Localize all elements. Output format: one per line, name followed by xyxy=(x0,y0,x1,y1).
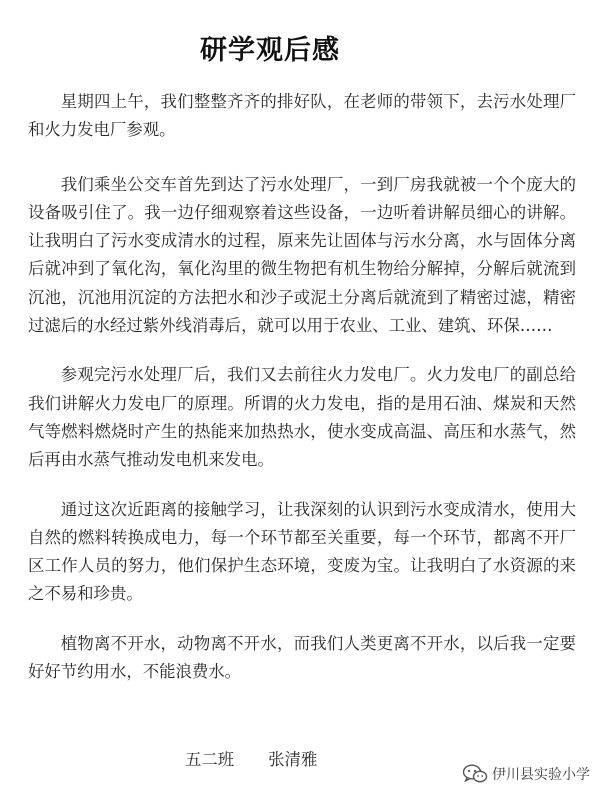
watermark-text: 伊川县实验小学 xyxy=(492,767,590,783)
signature-class: 五二班 xyxy=(185,750,235,769)
paragraph-5: 植物离不开水，动物离不开水，而我们人类更离不开水，以后我一定要好好节约用水，不能浪费水。 xyxy=(28,633,576,682)
document-title: 研学观后感 xyxy=(200,35,340,66)
signature xyxy=(185,746,317,770)
paragraph-1: 星期四上午，我们整整齐齐的排好队，在老师的带领下，去污水处理厂和火力发电厂参观。 xyxy=(28,92,576,140)
paragraph-2: 我们乘坐公交车首先到达了污水处理厂，一到厂房我就被一个个庞大的设备吸引住了。我一边仔细观察着这些设备，一边听着讲解员细心的讲解。让我明白了污水变成清水的过程，原来先让固体与污水分离，水与固体分离后就冲到了氧化沟，氧化沟里的微生物把有机生物给分解掉，分解后就流到沉池，沉池用沉淀的方法把水和沙子或泥土分离后就流到了精密过滤，精密过滤后的水经过紫外线消毒后，就可以用于农业、工业、建筑、环保…… xyxy=(28,174,576,336)
wechat-watermark xyxy=(462,764,590,784)
paragraph-4: 通过这次近距离的接触学习，让我深刻的认识到污水变成清水，使用大自然的燃料转换成电力，每一个环节都至关重要，每一个环节，都离不开厂区工作人员的努力，他们保护生态环境，变废为宝。让我明白了水资源的来之不易和珍贵。 xyxy=(28,499,576,604)
paragraph-3: 参观完污水处理厂后，我们又去前往火力发电厂。火力发电厂的副总给我们讲解火力发电厂的原理。所谓的火力发电，指的是用石油、煤炭和天然气等燃料燃烧时产生的热能来加热热水，使水变成高温、高压和水蒸气，然后再由水蒸气推动发电机来发电。 xyxy=(28,365,576,470)
essay-body xyxy=(28,88,576,707)
signature-student-name: 张清雅 xyxy=(268,750,318,769)
wechat-icon xyxy=(462,764,488,784)
